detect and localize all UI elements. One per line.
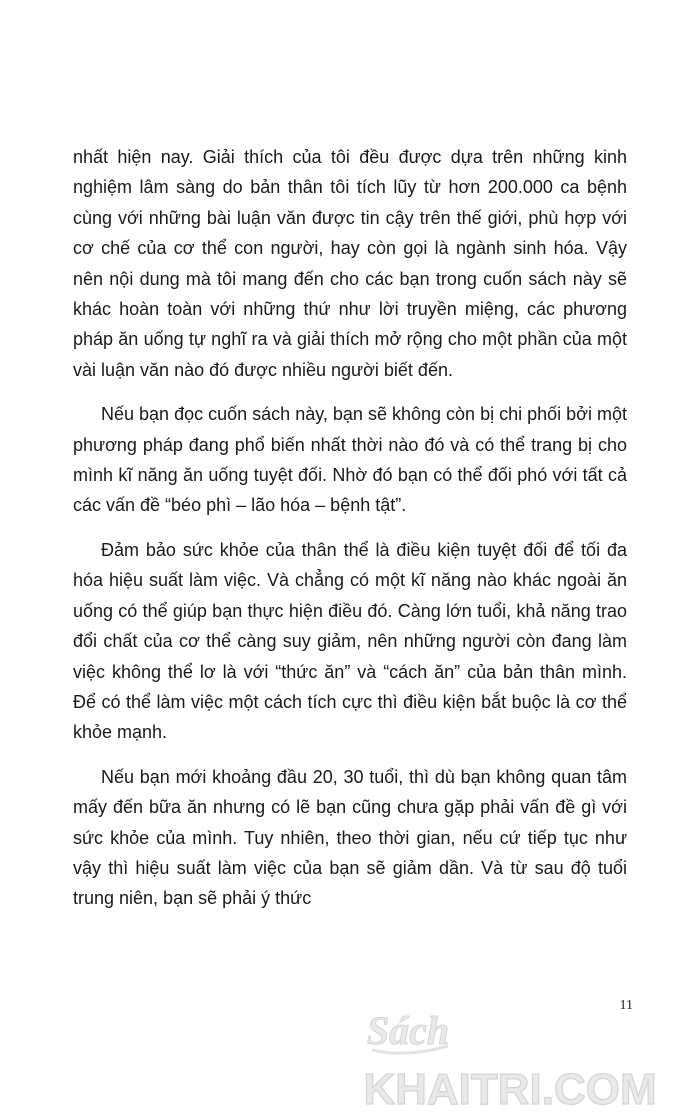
paragraph-2: Nếu bạn đọc cuốn sách này, bạn sẽ không còn bị chi phối bởi một phương pháp đang phổ biến nhất thời nào đó và có thể trang bị cho mình kĩ năng ăn uống tuyệt đối. Nhờ đó bạn có thể đối phó với tất cả các vấn đề “béo phì – lão hóa – bệnh tật”. bbox=[73, 404, 627, 516]
watermark-brand-text: KHAITRI.COM bbox=[363, 1065, 657, 1114]
paragraph-3: Đảm bảo sức khỏe của thân thể là điều kiện tuyệt đối để tối đa hóa hiệu suất làm việc. Và chẳng có một kĩ năng nào khác ngoài ăn uống có thể giúp bạn thực hiện điều đó. Càng lớn tuổi, khả năng trao đổi chất của cơ thể càng suy giảm, nên những người còn đang làm việc không thể lơ là với “thức ăn” và “cách ăn” của bản thân mình. Để có thể làm việc một cách tích cực thì điều kiện bắt buộc là cơ thể khỏe mạnh. bbox=[73, 539, 627, 743]
watermark-logo bbox=[0, 1000, 700, 1119]
paragraph-4: Nếu bạn mới khoảng đầu 20, 30 tuổi, thì dù bạn không quan tâm mấy đến bữa ăn nhưng có lẽ bạn cũng chưa gặp phải vấn đề gì với sức khỏe của mình. Tuy nhiên, theo thời gian, nếu cứ tiếp tục như vậy thì hiệu suất làm việc của bạn sẽ giảm dần. Và từ sau độ tuổi trung niên, bạn sẽ phải ý thức bbox=[73, 766, 627, 909]
watermark-script-text: Sách bbox=[366, 1008, 450, 1053]
paragraph-1: nhất hiện nay. Giải thích của tôi đều được dựa trên những kinh nghiệm lâm sàng do bản thân tôi tích lũy từ hơn 200.000 ca bệnh cùng với những bài luận văn được tin cậy trên thế giới, phù hợp với cơ chế của cơ thể con người, hay còn gọi là ngành sinh hóa. Vậy nên nội dung mà tôi mang đến cho các bạn trong cuốn sách này sẽ khác hoàn toàn với những thứ như lời truyền miệng, các phương pháp ăn uống tự nghĩ ra và giải thích mở rộng cho một phần của một vài luận văn nào đó được nhiều người biết đến. bbox=[73, 147, 627, 380]
page-body bbox=[73, 142, 627, 928]
page-number: 11 bbox=[619, 998, 633, 1013]
watermark-svg bbox=[0, 1000, 700, 1119]
